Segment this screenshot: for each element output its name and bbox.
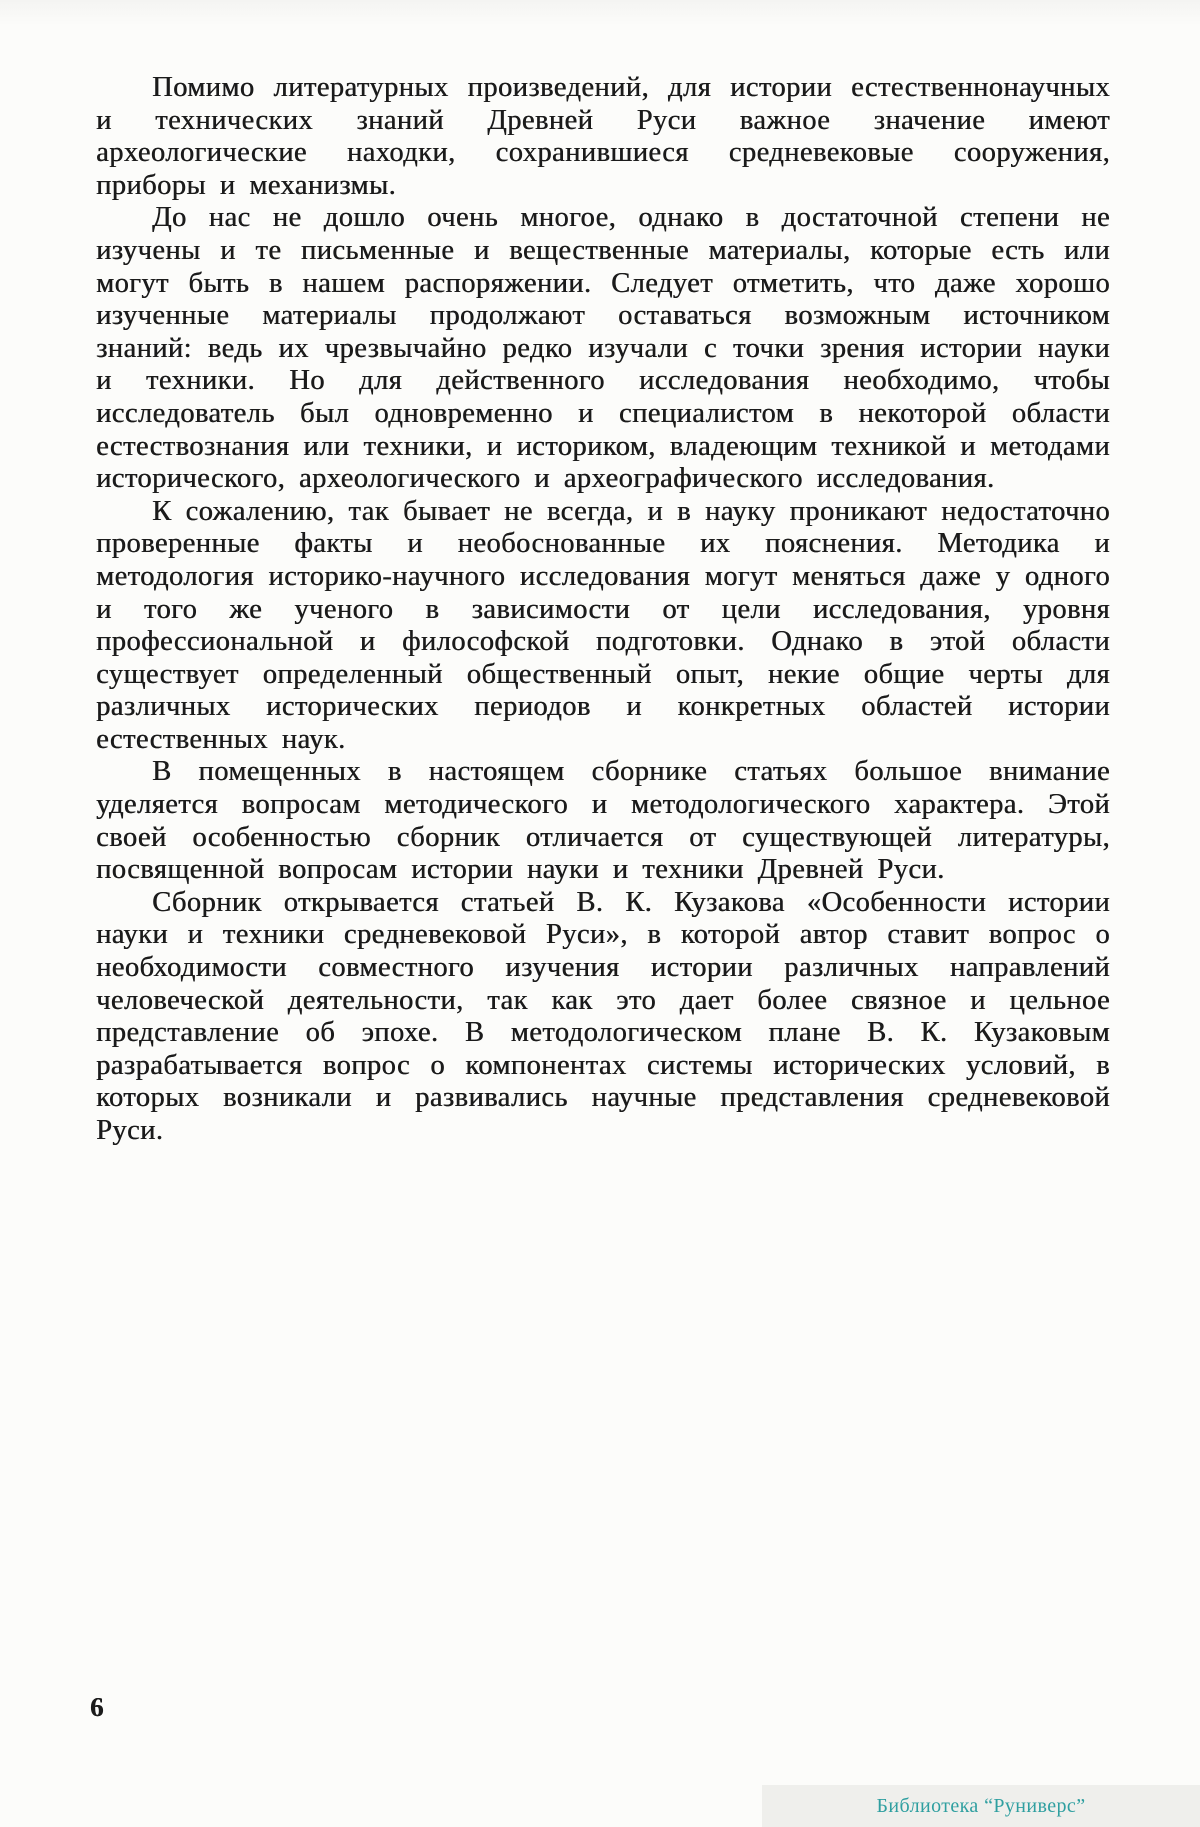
paragraph: В помещенных в настоящем сборнике статьях большое внимание уделяется вопросам методического и методологического характера. Этой своей особенностью сборник отличается от существующей литературы, посвященной вопросам истории науки и техники Древней Руси. [96,756,1110,886]
paragraph: Помимо литературных произведений, для истории естественнонаучных и технических знаний Древней Руси важное значение имеют археологические находки, сохранившиеся средневековые сооружения, приборы и механизмы. [96,72,1110,201]
watermark-band [762,1785,1200,1827]
page-text [96,72,1110,1148]
paragraph: Сборник открывается статьей В. К. Кузакова «Особенности истории науки и техники средневековой Руси», в которой автор ставит вопрос о необходимости совместного изучения истории различных направлений человеческой деятельности, так как это дает более связное и цельное представление об эпохе. В методологическом плане В. К. Кузаковым разрабатывается вопрос о компонентах системы исторических условий, в которых возникали и развивались научные представления средневековой Руси. [96,886,1110,1146]
paragraph: К сожалению, так бывает не всегда, и в науку проникают недостаточно проверенные факты и необоснованные их пояснения. Методика и методология историко-научного исследования могут меняться даже у одного и того же ученого в зависимости от цели исследования, уровня профессиональной и философской подготовки. Однако в этой области существует определенный общественный опыт, некие общие черты для различных исторических периодов и конкретных областей истории естественных наук. [96,495,1110,755]
paragraph: До нас не дошло очень многое, однако в достаточной степени не изучены и те письменные и вещественные материалы, которые есть или могут быть в нашем распоряжении. Следует отметить, что даже хорошо изученные материалы продолжают оставаться возможным источником знаний: ведь их чрезвычайно редко изучали с точки зрения истории науки и техники. Но для действенного исследования необходимо, чтобы исследователь был одновременно и специалистом в некоторой области естествознания или техники, и историком, владеющим техникой и методами исторического, археологического и археографического исследования. [96,202,1110,495]
library-watermark: Библиотека “Руниверс” [876,1794,1086,1817]
page-number: 6 [90,1692,104,1722]
